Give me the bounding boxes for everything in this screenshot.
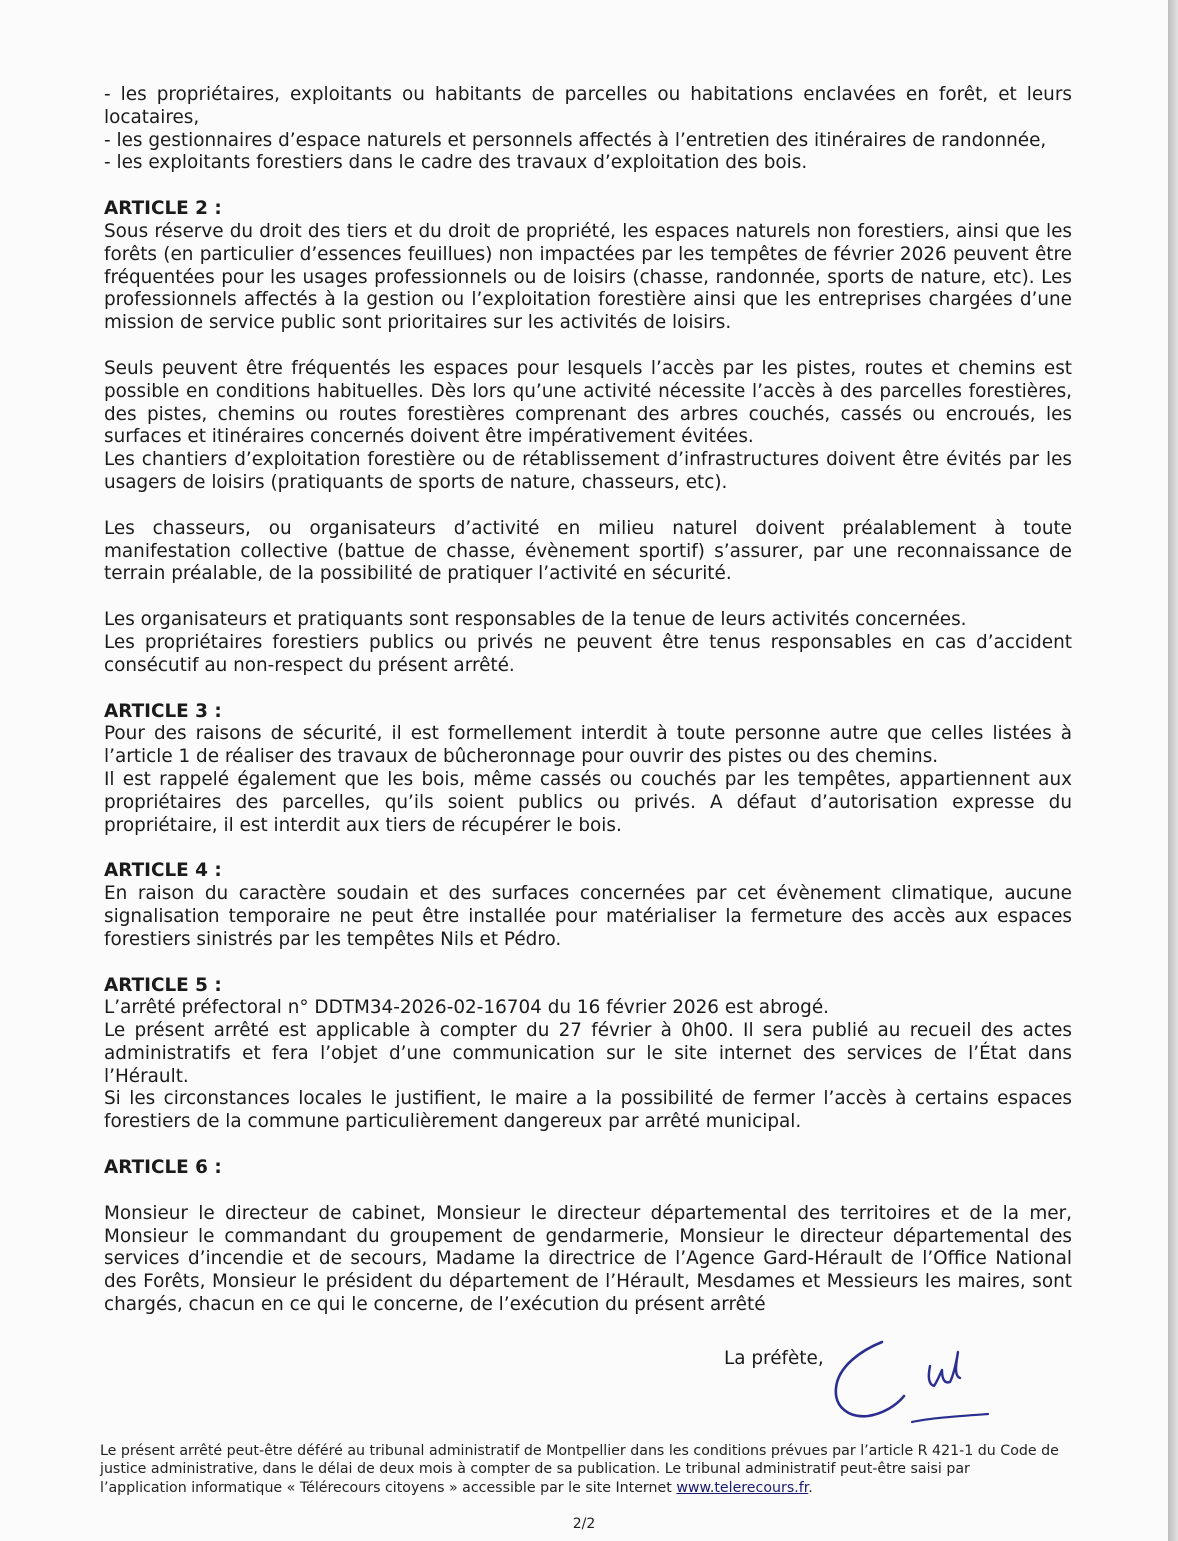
article-2-paragraph: Les chasseurs, ou organisateurs d’activité en milieu naturel doivent préalablement à toute manifestation collective (battue de chasse, évènement sportif) s’assurer, par une reconnaissance de terrain préalable, de la possibilité de pratiquer l’activité en sécurité.	[104, 517, 1072, 585]
signature-stroke	[912, 1414, 988, 1422]
article-4-heading: ARTICLE 4 :	[104, 860, 222, 882]
article-4-paragraph: En raison du caractère soudain et des surfaces concernées par cet évènement climatique, aucune signalisation temporaire ne peut être installée pour matérialiser la fermeture des accès aux espaces forestiers sinistrés par les tempêtes Nils et Pédro.	[104, 883, 1072, 950]
signature-stroke	[836, 1342, 904, 1416]
article-2-paragraph: Sous réserve du droit des tiers et du droit de propriété, les espaces naturels non forestiers, ainsi que les forêts (en particulier d’essences feuillues) non impactées par les tempêtes de février 2026 peuvent être fréquentées pour les usages professionnels ou de loisirs (chasse, randonnée, sports de nature, etc). Les professionnels affectés à la gestion ou l’exploitation forestière ainsi que les entreprises chargées d’une mission de service public sont prioritaires sur les activités de loisirs.	[104, 220, 1072, 334]
article-2-paragraph: Les chantiers d’exploitation forestière ou de rétablissement d’infrastructures doivent être évités par les usagers de loisirs (pratiquants de sports de nature, chasseurs, etc).	[104, 449, 1072, 493]
article-2-paragraph: Les propriétaires forestiers publics ou privés ne peuvent être tenus responsables en cas d’accident consécutif au non-respect du présent arrêté.	[104, 631, 1072, 676]
article-5-paragraph: Si les circonstances locales le justifient, le maire a la possibilité de fermer l’accès à certains espaces forestiers de la commune particulièrement dangereux par arrêté municipal.	[104, 1088, 1072, 1133]
article-5-paragraph: Le présent arrêté est applicable à compter du 27 février à 0h00. Il sera publié au recueil des actes administratifs et fera l’objet d’une communication sur le site internet des services de l’État dans l’Hérault.	[104, 1020, 1072, 1087]
page-number: 2/2	[572, 1516, 596, 1532]
article-6-heading: ARTICLE 6 :	[104, 1157, 222, 1179]
signature-stroke	[929, 1352, 960, 1386]
article-2-paragraph: Seuls peuvent être fréquentés les espaces pour lesquels l’accès par les pistes, routes et chemins est possible en conditions habituelles. Dès lors qu’une activité nécessite l’accès à des parcelles forestières, des pistes, chemins ou routes forestières comprenant des arbres couchés, cassés ou encroués, les surfaces et itinéraires concernés doivent être impérativement évitées.	[104, 357, 1072, 448]
article-3-heading: ARTICLE 3 :	[104, 700, 222, 722]
handwritten-signature	[820, 1330, 1000, 1430]
article-5-paragraph: L’arrêté préfectoral n° DDTM34-2026-02-16704 du 16 février 2026 est abrogé.	[104, 997, 829, 1019]
list-item-managers: - les gestionnaires d’espace naturels et personnels affectés à l’entretien des itinéraires de randonnée,	[104, 129, 1047, 151]
article-3-paragraph: Il est rappelé également que les bois, même cassés ou couchés par les tempêtes, appartiennent aux propriétaires des parcelles, qu’ils soient publics ou privés. A défaut d’autorisation expresse du propriétaire, il est interdit aux tiers de récupérer le bois.	[104, 768, 1072, 836]
article-2-heading: ARTICLE 2 :	[104, 198, 222, 220]
document-body	[104, 84, 1072, 1317]
footer-text: Le présent arrêté peut-être déféré au tribunal administratif de Montpellier dans les conditions prévues par l’article R 421-1 du Code de justice administrative, dans le délai de deux mois à compter de sa publication. Le tribunal administratif peut-être saisi par l’application informatique « Télérecours citoyens » accessible par le site Internet	[100, 1443, 1059, 1496]
list-item-owners: - les propriétaires, exploitants ou habitants de parcelles ou habitations enclavées en forêt, et leurs locataires,	[104, 84, 1072, 128]
telerecours-link[interactable]: www.telerecours.fr	[676, 1479, 809, 1496]
page-edge	[1168, 0, 1178, 1541]
article-2-paragraph: Les organisateurs et pratiquants sont responsables de la tenue de leurs activités concernées.	[104, 609, 967, 631]
article-3-paragraph: Pour des raisons de sécurité, il est formellement interdit à toute personne autre que celles listées à l’article 1 de réaliser des travaux de bûcheronnage pour ouvrir des pistes ou des chemins.	[104, 723, 1072, 768]
signatory-label: La préfète,	[724, 1348, 824, 1369]
article-5-heading: ARTICLE 5 :	[104, 974, 222, 996]
article-6-paragraph: Monsieur le directeur de cabinet, Monsieur le directeur départemental des territoires et de la mer, Monsieur le commandant du groupement de gendarmerie, Monsieur le directeur départemental des services d’incendie et de secours, Madame la directrice de l’Agence Gard-Hérault de l’Office National des Forêts, Monsieur le président du département de l’Hérault, Mesdames et Messieurs les maires, sont chargés, chacun en ce qui le concerne, de l’exécution du présent arrêté	[104, 1202, 1072, 1316]
footer-period: .	[808, 1479, 813, 1496]
legal-footer	[100, 1442, 1060, 1497]
list-item-foresters: - les exploitants forestiers dans le cadre des travaux d’exploitation des bois.	[104, 152, 808, 174]
